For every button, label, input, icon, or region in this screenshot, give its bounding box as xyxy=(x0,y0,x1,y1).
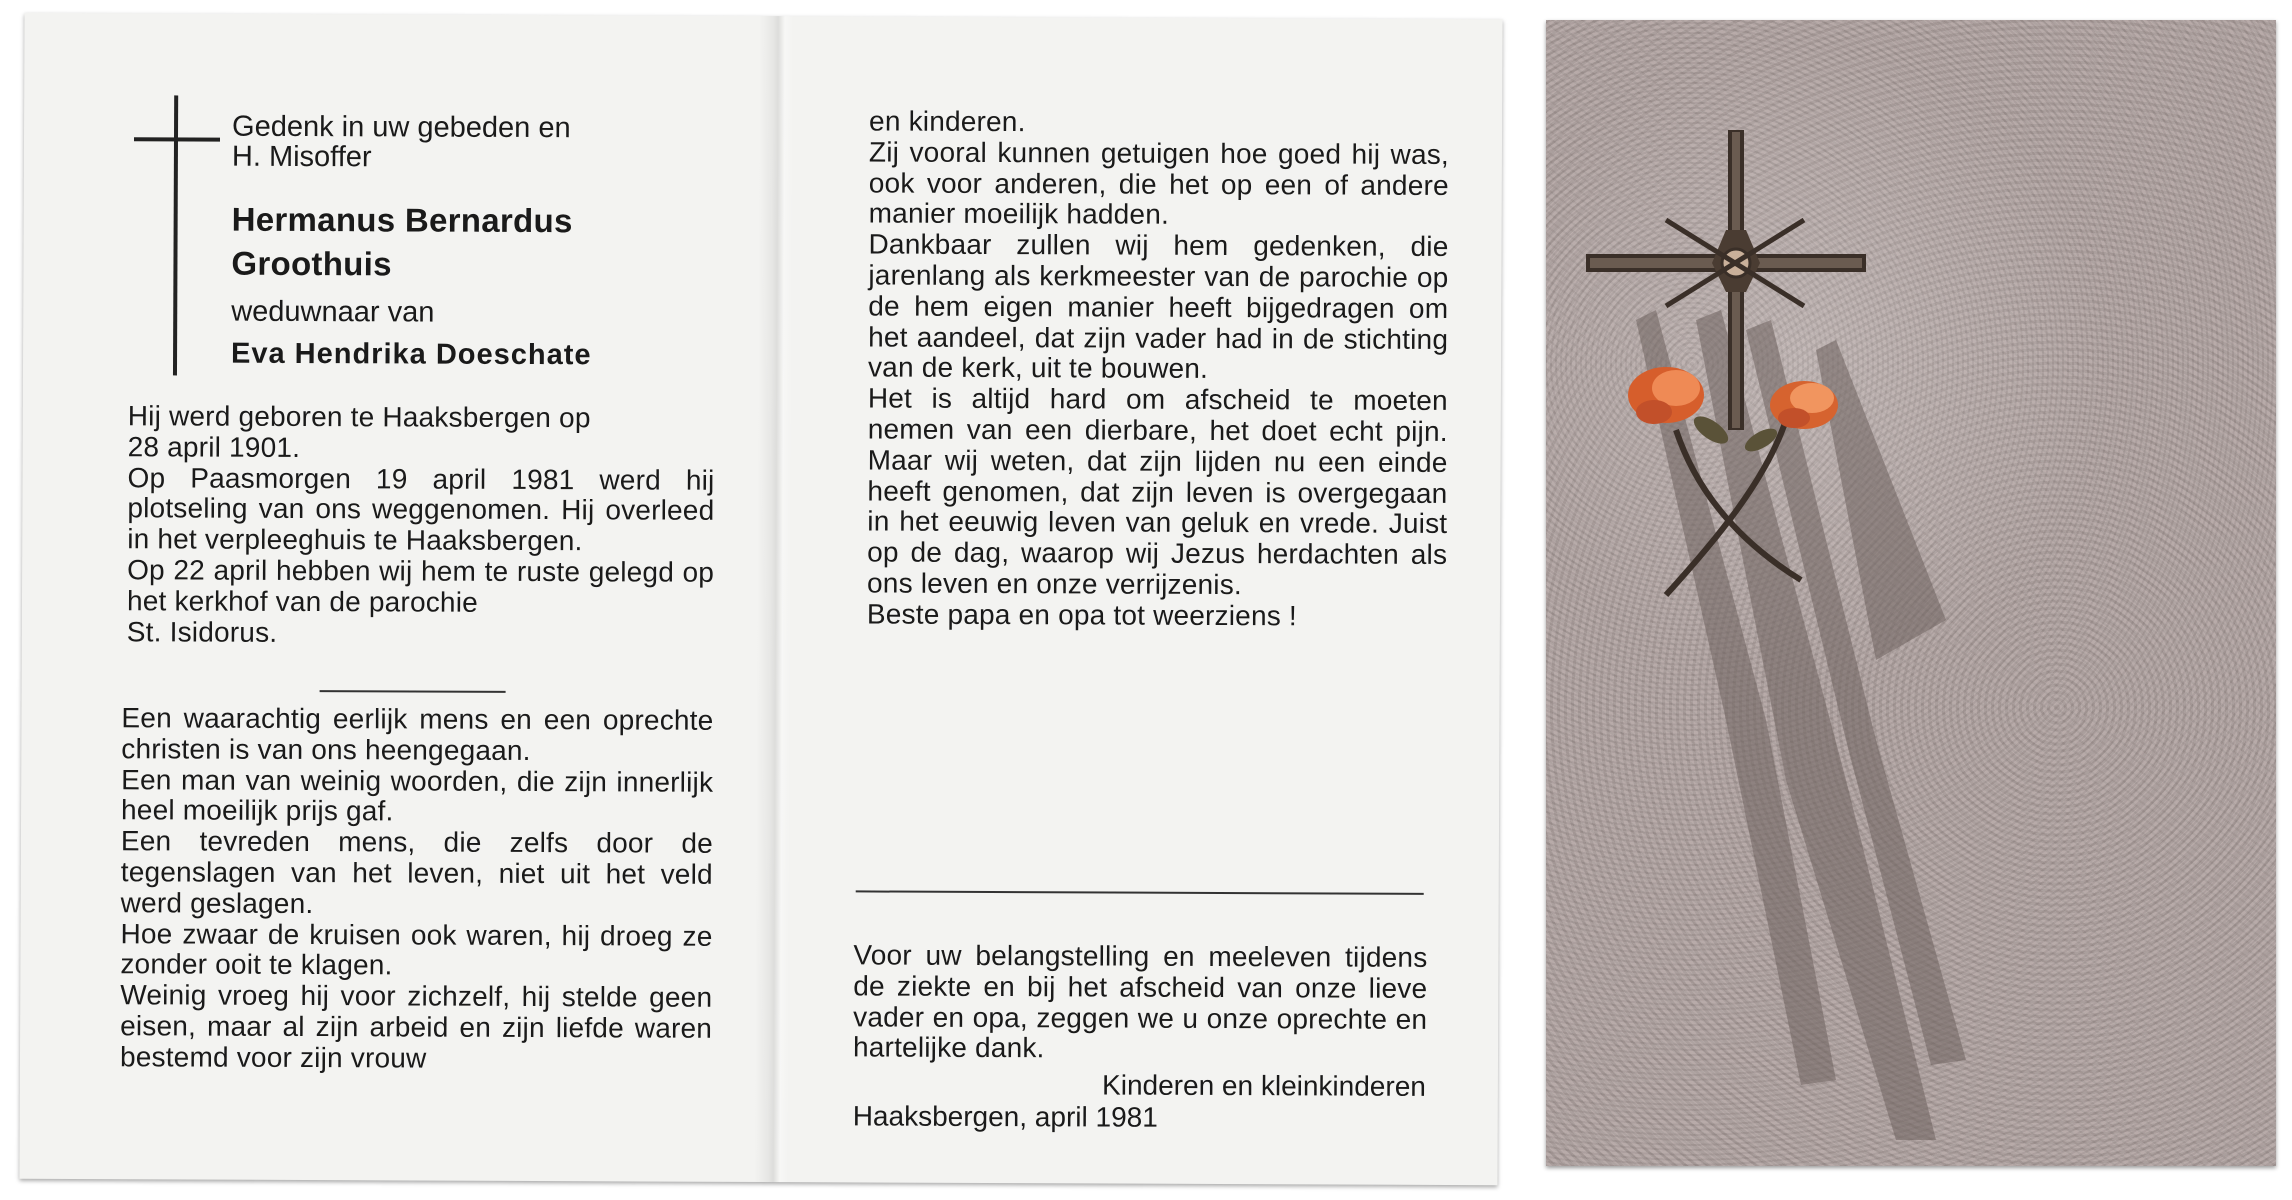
character-paragraph: Een waarachtig eerlijk mens en een oprechte christen is van ons heengegaan. Een man van weinig woorden, die zijn innerlijk heel moeilijk prijs gaf. Een tevreden mens, die zelfs door de tegenslagen van het leven, niet uit het veld werd geslagen. Hoe zwaar de kruisen ook waren, hij droeg ze zonder ooit te klagen. Weinig vroeg hij voor zichzelf, hij stelde geen eisen, maar al zijn arbeid en zijn liefde waren bestemd voor zijn vrouw xyxy=(119,702,714,1074)
prayer-intro: Gedenk in uw gebeden en H. Misoffer xyxy=(231,110,571,174)
left-page xyxy=(25,13,760,1074)
flower-icon xyxy=(1628,367,1704,424)
card-fold xyxy=(754,16,793,1182)
memorial-card-inside xyxy=(19,13,1502,1185)
remembrance-paragraph: en kinderen. Zij vooral kunnen getuigen hoe goed hij was, ook voor anderen, die het op een of andere manier moeilijk hadden. Dankbaar zullen wij hem gedenken, die jarenlang als kerkmeester van de parochie op de hem eigen manier heeft bijgedragen om het aandeel, dat zijn vader had in de stichting van de kerk, uit te bouwen. Het is altijd hard om afscheid te moeten nemen van een dierbare, het doet echt pijn. Maar wij weten, dat zijn lijden nu een einde heeft genomen, dat zijn leven is overgegaan in het eeuwig leven van geluk en vrede. Juist op de dag, waarop wij Jezus herdachten als ons leven en onze verrijzenis. Beste papa en opa tot weerziens ! xyxy=(866,105,1450,632)
flower-icon xyxy=(1770,381,1838,429)
cross-symbol-horizontal xyxy=(134,137,220,141)
spouse-name: Eva Hendrika Doeschate xyxy=(230,337,592,372)
biography-paragraph: Hij werd geboren te Haaksbergen op 28 april 1901. Op Paasmorgen 19 april 1981 werd hij plotseling van ons weggenomen. Hij overleed in het verpleeghuis te Haaksbergen. Op 22 april hebben wij hem te ruste gelegd op het kerkhof van de parochie St. Isidorus. xyxy=(126,400,715,648)
cross-with-flowers-image xyxy=(1546,20,2276,1166)
cross-shadow xyxy=(1636,310,1966,1140)
signature: Kinderen en kleinkinderen xyxy=(1102,1069,1426,1102)
right-page xyxy=(790,16,1503,1133)
widower-label: weduwnaar van xyxy=(231,295,435,329)
deceased-name: Hermanus Bernardus Groothuis xyxy=(231,200,573,283)
place-date: Haaksbergen, april 1981 xyxy=(852,1100,1158,1133)
thanks-paragraph: Voor uw belangstelling en meeleven tijdens de ziekte en bij het afscheid van onze lieve vader en opa, zeggen we u onze oprechte en hartelijke dank. xyxy=(852,939,1428,1064)
cover-photo xyxy=(1546,20,2276,1166)
divider xyxy=(856,890,1424,894)
divider xyxy=(320,690,506,693)
